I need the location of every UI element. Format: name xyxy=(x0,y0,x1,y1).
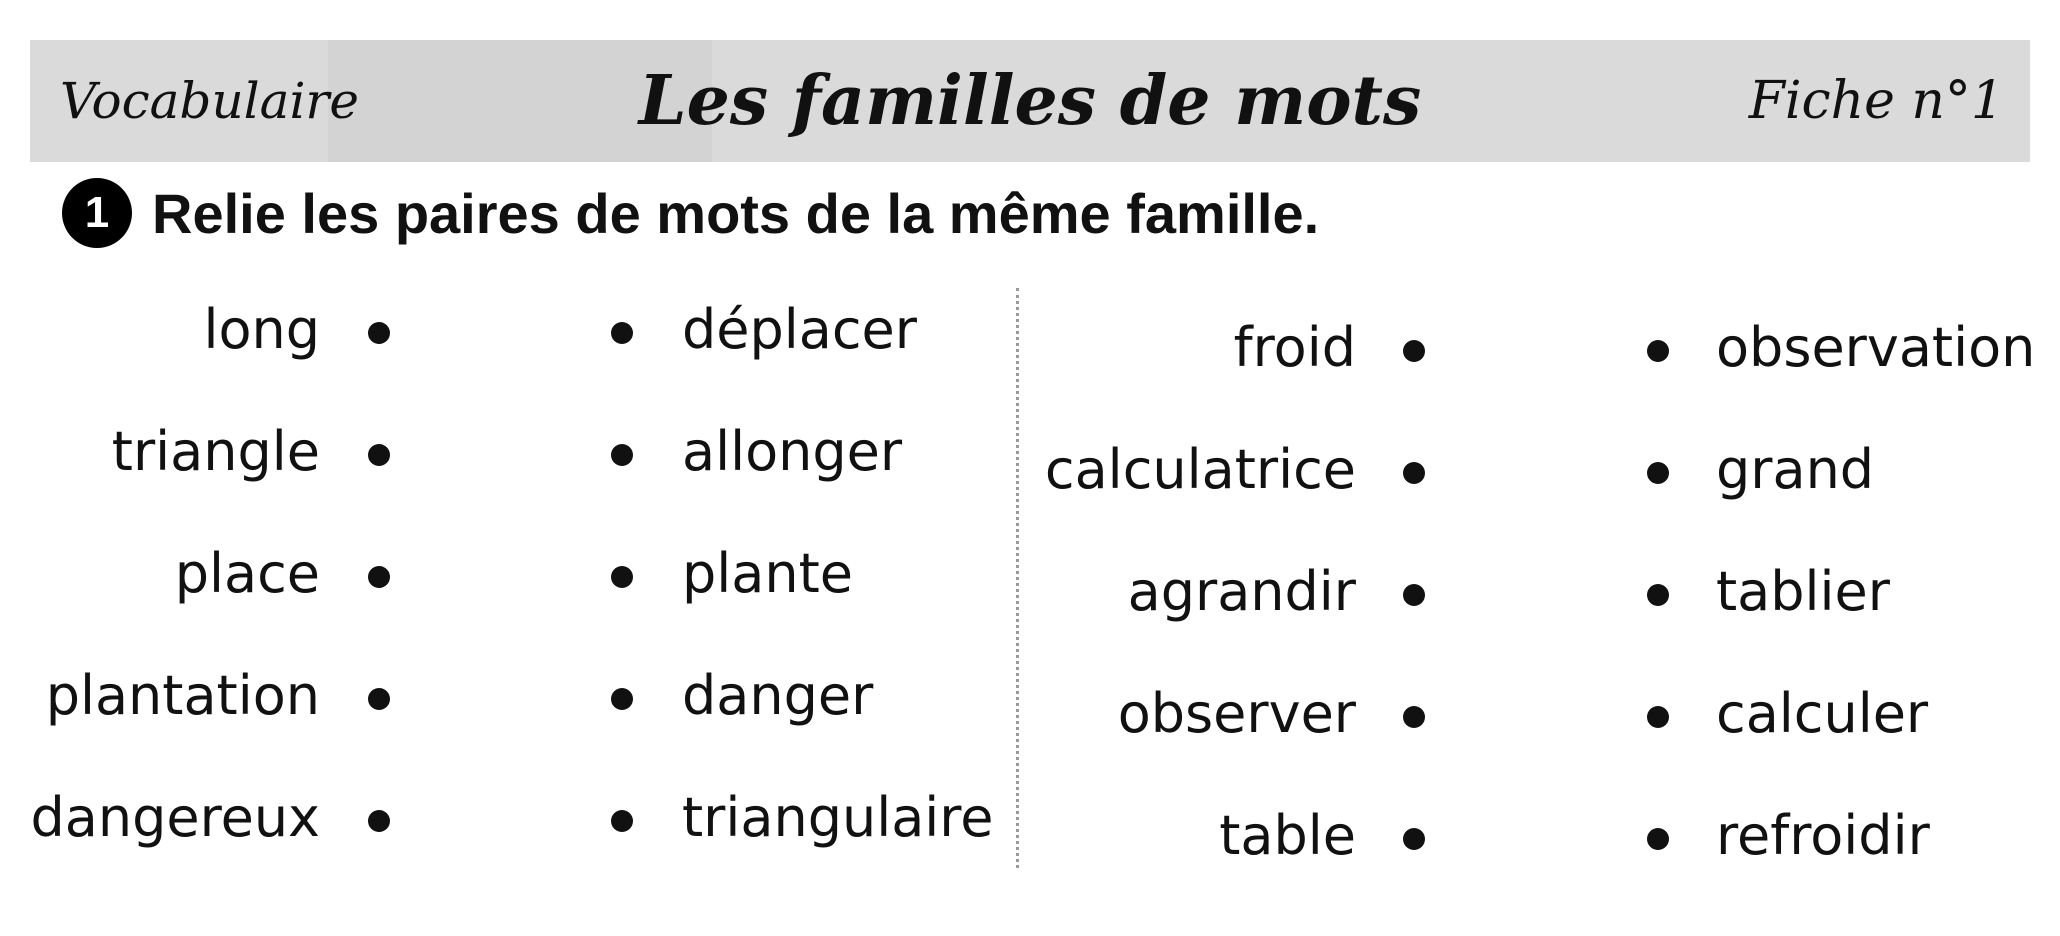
word-right-a-5: table xyxy=(1219,804,1356,867)
word-left-a-2: triangle xyxy=(111,420,320,483)
match-dot[interactable] xyxy=(1403,584,1425,606)
instruction-text: Relie les paires de mots de la même famille. xyxy=(152,181,1320,245)
worksheet-title: Les familles de mots xyxy=(638,61,1422,141)
word-left-b-1: déplacer xyxy=(682,298,917,361)
exercise-instruction xyxy=(62,178,1319,248)
word-left-b-4: danger xyxy=(682,664,874,727)
word-left-a-3: place xyxy=(174,542,320,605)
word-left-b-5: triangulaire xyxy=(682,786,994,849)
word-right-b-1: observation xyxy=(1716,316,2036,379)
word-right-b-4: calculer xyxy=(1716,682,1929,745)
word-right-a-1: froid xyxy=(1233,316,1356,379)
match-dot[interactable] xyxy=(1647,828,1669,850)
match-dot[interactable] xyxy=(1647,340,1669,362)
match-dot[interactable] xyxy=(1647,462,1669,484)
subject-label: Vocabulaire xyxy=(60,72,359,130)
exercise-number-badge: 1 xyxy=(62,178,132,248)
match-dot[interactable] xyxy=(611,810,633,832)
word-left-b-2: allonger xyxy=(682,420,903,483)
match-dot[interactable] xyxy=(368,810,390,832)
word-left-b-3: plante xyxy=(682,542,853,605)
match-dot[interactable] xyxy=(1647,706,1669,728)
match-dot[interactable] xyxy=(611,688,633,710)
match-dot[interactable] xyxy=(368,688,390,710)
word-left-a-5: dangereux xyxy=(30,786,320,849)
worksheet-header xyxy=(30,40,2030,162)
match-dot[interactable] xyxy=(611,444,633,466)
word-left-a-1: long xyxy=(203,298,320,361)
match-dot[interactable] xyxy=(611,322,633,344)
word-right-a-4: observer xyxy=(1117,682,1356,745)
word-right-a-3: agrandir xyxy=(1127,560,1356,623)
match-dot[interactable] xyxy=(1647,584,1669,606)
word-right-b-5: refroidir xyxy=(1716,804,1930,867)
match-dot[interactable] xyxy=(368,444,390,466)
match-dot[interactable] xyxy=(1403,706,1425,728)
dotted-divider xyxy=(1016,288,1019,868)
match-dot[interactable] xyxy=(1403,462,1425,484)
word-left-a-4: plantation xyxy=(45,664,320,727)
sheet-number: Fiche n°1 xyxy=(1748,71,2004,131)
match-dot[interactable] xyxy=(611,566,633,588)
word-right-b-3: tablier xyxy=(1716,560,1890,623)
word-right-a-2: calculatrice xyxy=(1044,438,1356,501)
match-dot[interactable] xyxy=(1403,828,1425,850)
match-dot[interactable] xyxy=(1403,340,1425,362)
word-right-b-2: grand xyxy=(1716,438,1875,501)
match-dot[interactable] xyxy=(368,322,390,344)
match-dot[interactable] xyxy=(368,566,390,588)
